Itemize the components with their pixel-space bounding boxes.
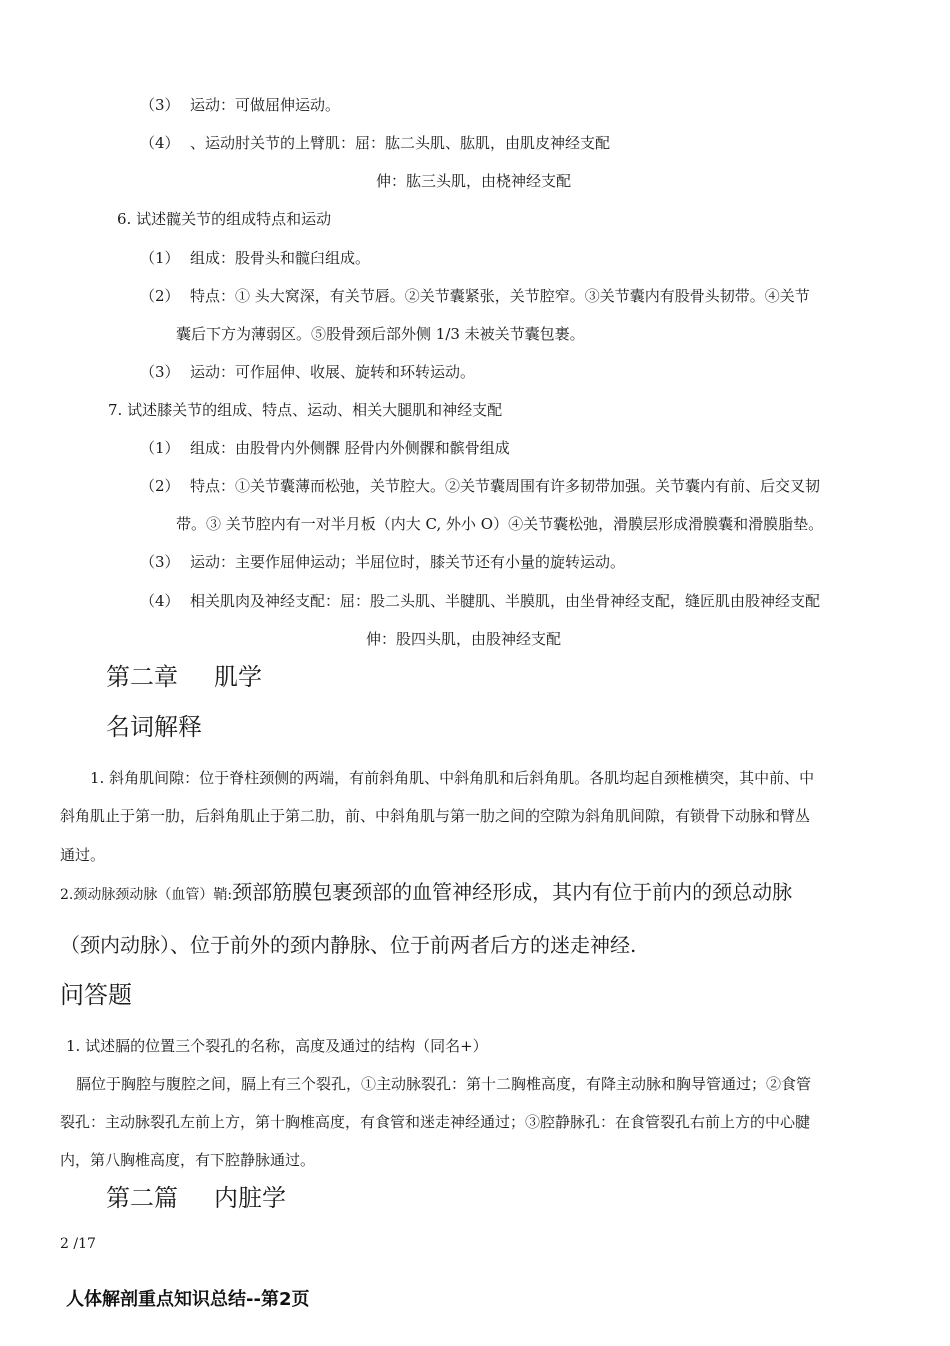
q6-item-3: [140, 362, 475, 382]
item-number: （3）: [140, 553, 180, 571]
item-number: （2）: [140, 287, 180, 305]
term-2-label: 2.颈动脉颈动脉（血管）鞘:: [60, 887, 233, 903]
qa-q1-line-3: 内，第八胸椎高度，有下腔静脉通过。: [60, 1151, 316, 1169]
page-footer: 人体解剖重点知识总结--第2页: [66, 1289, 310, 1310]
qa-q1-title: 1. 试述膈的位置三个裂孔的名称，高度及通过的结构（同名+）: [66, 1037, 488, 1055]
q6-item-2-continuation: 囊后下方为薄弱区。⑤股骨颈后部外侧 1/3 未被关节囊包裹。: [176, 325, 585, 343]
q7-title: 7. 试述膝关节的组成、特点、运动、相关大腿肌和神经支配: [108, 401, 503, 419]
part-title: 内脏学: [214, 1184, 286, 1212]
elbow-item-3: [140, 95, 340, 115]
q7-item-4: [140, 591, 820, 611]
part-number: 第二篇: [106, 1184, 178, 1212]
chapter-heading: [106, 662, 262, 692]
item-number: （1）: [140, 439, 180, 457]
part-heading: [106, 1183, 286, 1213]
terms-heading: 名词解释: [106, 713, 202, 741]
page-number: 2 /17: [60, 1236, 96, 1252]
q7-item-1: [140, 438, 510, 458]
item-number: （3）: [140, 96, 180, 114]
q6-title: 6. 试述髋关节的组成特点和运动: [117, 210, 332, 228]
item-text: 、运动肘关节的上臂肌：屈：肱二头肌、肱肌，由肌皮神经支配: [190, 134, 611, 152]
term-1-line-1: 1. 斜角肌间隙：位于脊柱颈侧的两端，有前斜角肌、中斜角肌和后斜角肌。各肌均起自颈椎横突，其中前、中: [90, 769, 815, 787]
term-2-definition: 颈部筋膜包裹颈部的血管神经形成，其内有位于前内的颈总动脉: [232, 880, 793, 904]
q7-item-2: [140, 476, 820, 496]
item-text: 运动：可作屈伸、收展、旋转和环转运动。: [190, 363, 476, 381]
item-text: 相关肌肉及神经支配：屈：股二头肌、半腱肌、半膜肌，由坐骨神经支配，缝匠肌由股神经支配: [190, 592, 821, 610]
qa-q1-line-1: 膈位于胸腔与腹腔之间，膈上有三个裂孔，①主动脉裂孔：第十二胸椎高度，有降主动脉和胸导管通过；②食管: [76, 1075, 812, 1093]
item-number: （4）: [140, 134, 180, 152]
item-text: 运动：可做屈伸运动。: [190, 96, 341, 114]
item-text: 组成：由股骨内外侧髁 胫骨内外侧髁和髌骨组成: [190, 439, 510, 457]
term-2-line-2: （颈内动脉）、位于前外的颈内静脉、位于前两者后方的迷走神经.: [60, 933, 637, 957]
q6-item-2: [140, 286, 810, 306]
chapter-number: 第二章: [106, 663, 178, 691]
item-text: 特点：① 头大窝深，有关节唇。②关节囊紧张，关节腔窄。③关节囊内有股骨头韧带。④关节: [190, 287, 810, 305]
elbow-item-4: [140, 133, 610, 153]
item-text: 特点：①关节囊薄而松弛，关节腔大。②关节囊周围有许多韧带加强。关节囊内有前、后交叉韧: [190, 477, 821, 495]
item-number: （3）: [140, 363, 180, 381]
chapter-title: 肌学: [214, 663, 262, 691]
item-number: （4）: [140, 592, 180, 610]
term-1-line-2: 斜角肌止于第一肋，后斜角肌止于第二肋，前、中斜角肌与第一肋之间的空隙为斜角肌间隙，有锁骨下动脉和臂丛: [60, 807, 811, 825]
q6-item-1: [140, 248, 370, 268]
item-text: 运动：主要作屈伸运动；半屈位时，膝关节还有小量的旋转运动。: [190, 553, 626, 571]
qa-q1-line-2: 裂孔：主动脉裂孔左前上方，第十胸椎高度，有食管和迷走神经通过；③腔静脉孔：在食管裂孔右前上方的中心腱: [60, 1113, 811, 1131]
elbow-item-4-continuation: 伸：肱三头肌，由桡神经支配: [376, 172, 572, 190]
item-text: 组成：股骨头和髋臼组成。: [190, 249, 371, 267]
item-number: （2）: [140, 477, 180, 495]
item-number: （1）: [140, 249, 180, 267]
q7-item-2-continuation: 带。③ 关节腔内有一对半月板（内大 C, 外小 O）④关节囊松弛，滑膜层形成滑膜囊和滑膜脂垫。: [176, 515, 824, 533]
q7-item-3: [140, 552, 625, 572]
qa-heading: 问答题: [60, 981, 132, 1009]
term-1-line-3: 通过。: [60, 846, 106, 864]
term-2-line-1: [60, 882, 792, 905]
q7-item-4-continuation: 伸：股四头肌，由股神经支配: [366, 630, 562, 648]
